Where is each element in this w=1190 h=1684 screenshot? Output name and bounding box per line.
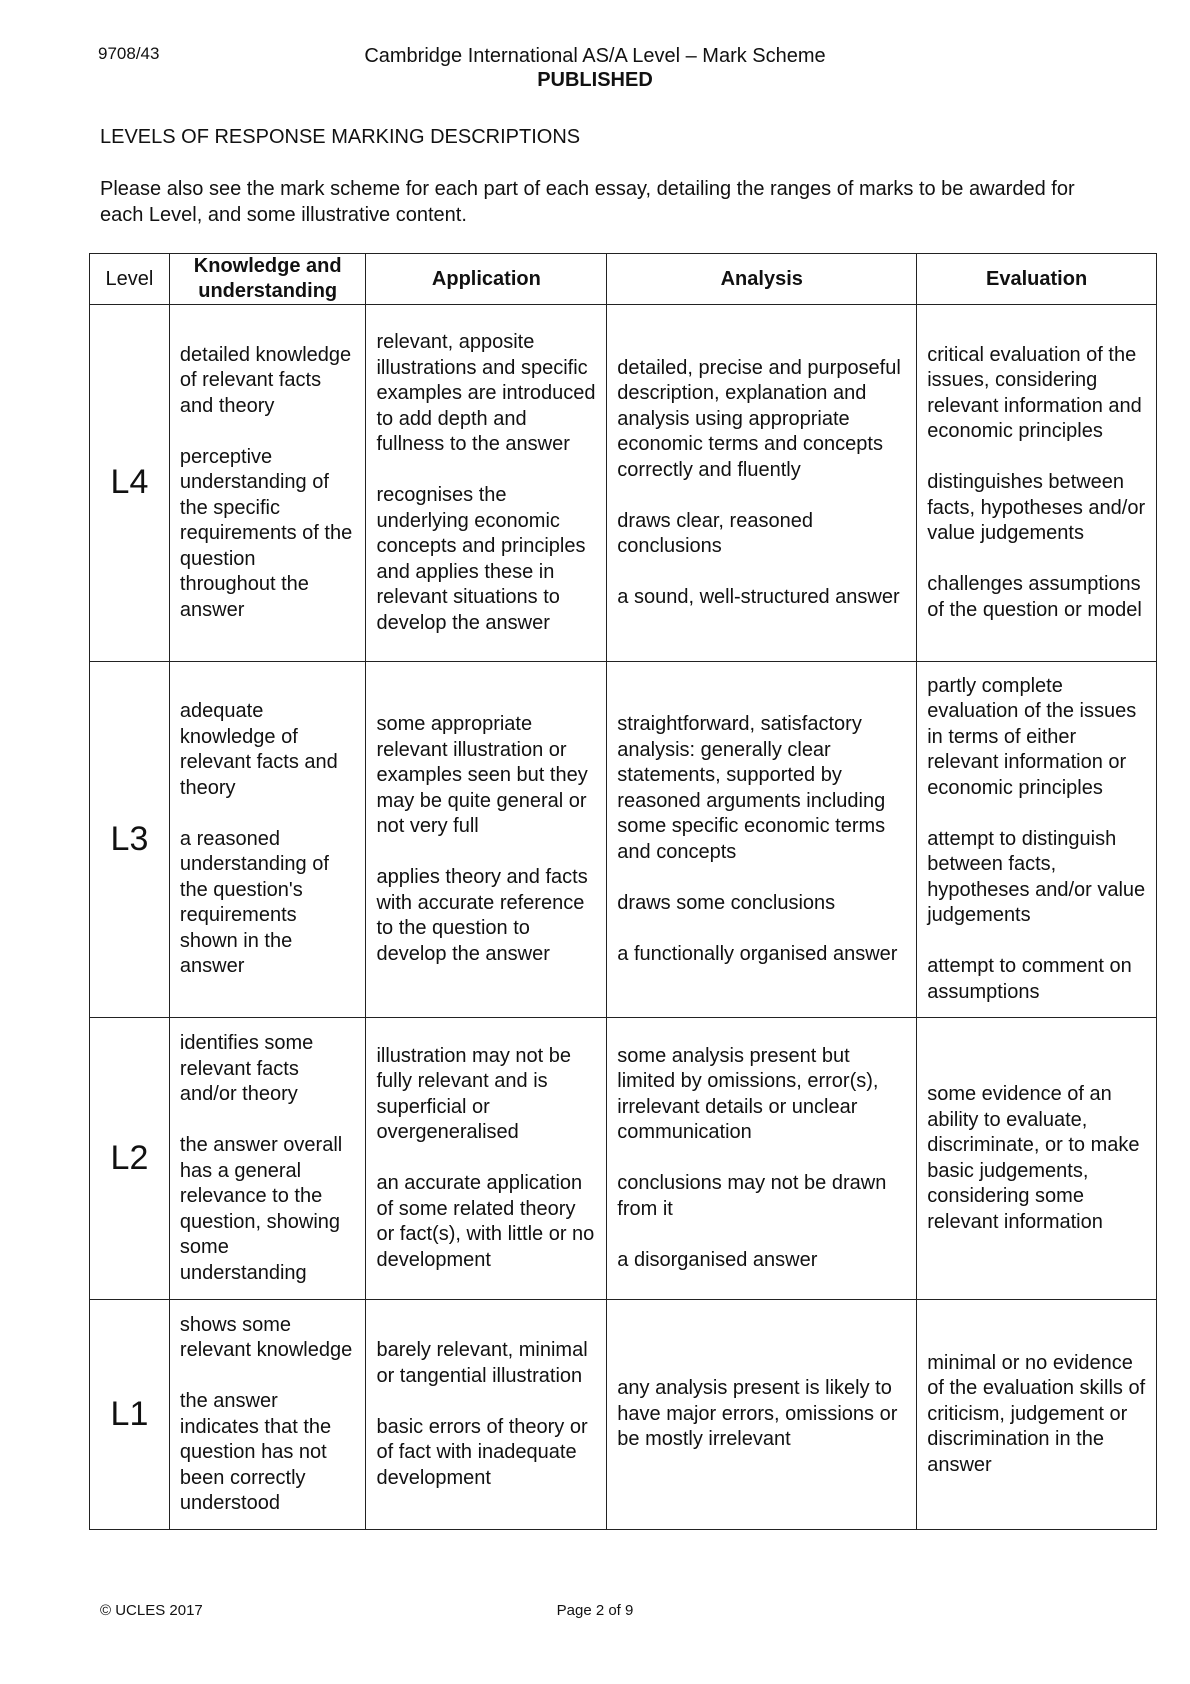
descriptor: some evidence of an ability to evaluate, discriminate, or to make basic judgements, considering some relevant information — [927, 1083, 1140, 1233]
descriptor: draws clear, reasoned conclusions — [617, 509, 813, 557]
descriptor: detailed, precise and purposeful description, explanation and analysis using appropriate economic terms and concepts correctly and fluently — [617, 356, 901, 481]
descriptor: an accurate application of some related theory or fact(s), with little or no development — [376, 1172, 595, 1271]
evaluation-cell — [917, 1300, 1157, 1530]
descriptor: relevant, apposite illustrations and specific examples are introduced to add depth and fullness to the answer — [376, 331, 596, 455]
application-cell — [366, 662, 607, 1018]
level-label: L3 — [90, 662, 170, 1018]
header-evaluation: Evaluation — [917, 254, 1157, 305]
table-row — [90, 1018, 1157, 1300]
descriptor: a functionally organised answer — [617, 942, 898, 965]
knowledge-cell — [169, 1300, 366, 1530]
descriptor: a reasoned understanding of the question's requirements shown in the answer — [179, 827, 329, 978]
descriptor: identifies some relevant facts and/or theory — [179, 1032, 314, 1105]
application-cell — [366, 1018, 607, 1300]
descriptor: basic errors of theory or of fact with inadequate development — [376, 1415, 588, 1489]
header-title: Cambridge International AS/A Level – Mark Scheme — [364, 45, 826, 67]
table-row — [90, 662, 1157, 1018]
descriptor: attempt to comment on assumptions — [927, 955, 1132, 1003]
descriptor: conclusions may not be drawn from it — [617, 1172, 887, 1220]
descriptor: draws some conclusions — [617, 891, 836, 914]
section-heading: LEVELS OF RESPONSE MARKING DESCRIPTIONS — [100, 126, 581, 148]
descriptor: some appropriate relevant illustration or examples seen but they may be quite general or not very full — [376, 713, 588, 837]
descriptor: challenges assumptions of the question or model — [927, 573, 1142, 621]
descriptor: critical evaluation of the issues, considering relevant information and economic principles — [927, 343, 1142, 443]
header-analysis: Analysis — [607, 254, 917, 305]
descriptor: detailed knowledge of relevant facts and theory — [179, 343, 352, 417]
table-row — [90, 1300, 1157, 1530]
descriptor: illustration may not be fully relevant and is superficial or overgeneralised — [376, 1044, 571, 1144]
evaluation-cell — [917, 662, 1157, 1018]
table-header-row — [90, 254, 1157, 305]
levels-table — [89, 253, 1157, 1530]
knowledge-cell — [169, 305, 366, 662]
descriptor: straightforward, satisfactory analysis: generally clear statements, supported by reasoned arguments including some specific economic terms and concepts — [617, 713, 886, 863]
table-row — [90, 305, 1157, 662]
evaluation-cell — [917, 1018, 1157, 1300]
analysis-cell — [607, 305, 917, 662]
descriptor: the answer indicates that the question has not been correctly understood — [179, 1390, 332, 1514]
descriptor: the answer overall has a general relevance to the question, showing some understanding — [179, 1134, 343, 1284]
header-knowledge: Knowledge and understanding — [169, 254, 366, 305]
application-cell — [366, 1300, 607, 1530]
analysis-cell — [607, 1018, 917, 1300]
descriptor: partly complete evaluation of the issues in terms of either relevant information or economic principles — [927, 674, 1137, 799]
analysis-cell — [607, 1300, 917, 1530]
level-label: L1 — [90, 1300, 170, 1530]
page-header — [0, 44, 1190, 92]
descriptor: any analysis present is likely to have major errors, omissions or be mostly irrelevant — [617, 1377, 898, 1451]
descriptor: attempt to distinguish between facts, hypotheses and/or value judgements — [927, 827, 1146, 927]
header-level: Level — [90, 254, 170, 305]
descriptor: a sound, well-structured answer — [617, 586, 900, 608]
analysis-cell — [607, 662, 917, 1018]
intro-paragraph: Please also see the mark scheme for each part of each essay, detailing the ranges of marks to be awarded for each Level, and some illustrative content. — [100, 178, 1075, 226]
descriptor: distinguishes between facts, hypotheses and/or value judgements — [927, 471, 1146, 545]
header-application: Application — [366, 254, 607, 305]
evaluation-cell — [917, 305, 1157, 662]
descriptor: a disorganised answer — [617, 1248, 818, 1271]
descriptor: recognises the underlying economic concepts and principles and applies these in relevant situations to develop the answer — [376, 484, 586, 634]
application-cell — [366, 305, 607, 662]
descriptor: shows some relevant knowledge — [179, 1313, 353, 1361]
level-label: L4 — [90, 305, 170, 662]
footer-copyright: © UCLES 2017 — [100, 1602, 203, 1619]
descriptor: adequate knowledge of relevant facts and theory — [179, 700, 338, 799]
knowledge-cell — [169, 662, 366, 1018]
descriptor: perceptive understanding of the specific requirements of the question throughout the answer — [179, 445, 353, 621]
descriptor: some analysis present but limited by omissions, error(s), irrelevant details or unclear communication — [617, 1044, 879, 1144]
footer-page-number: Page 2 of 9 — [556, 1602, 634, 1619]
document-code: 9708/43 — [98, 44, 160, 63]
header-status: PUBLISHED — [537, 69, 653, 91]
descriptor: applies theory and facts with accurate reference to the question to develop the answer — [376, 866, 588, 965]
knowledge-cell — [169, 1018, 366, 1300]
descriptor: barely relevant, minimal or tangential illustration — [376, 1339, 588, 1387]
descriptor: minimal or no evidence of the evaluation skills of criticism, judgement or discrimination in the answer — [927, 1351, 1146, 1476]
level-label: L2 — [90, 1018, 170, 1300]
